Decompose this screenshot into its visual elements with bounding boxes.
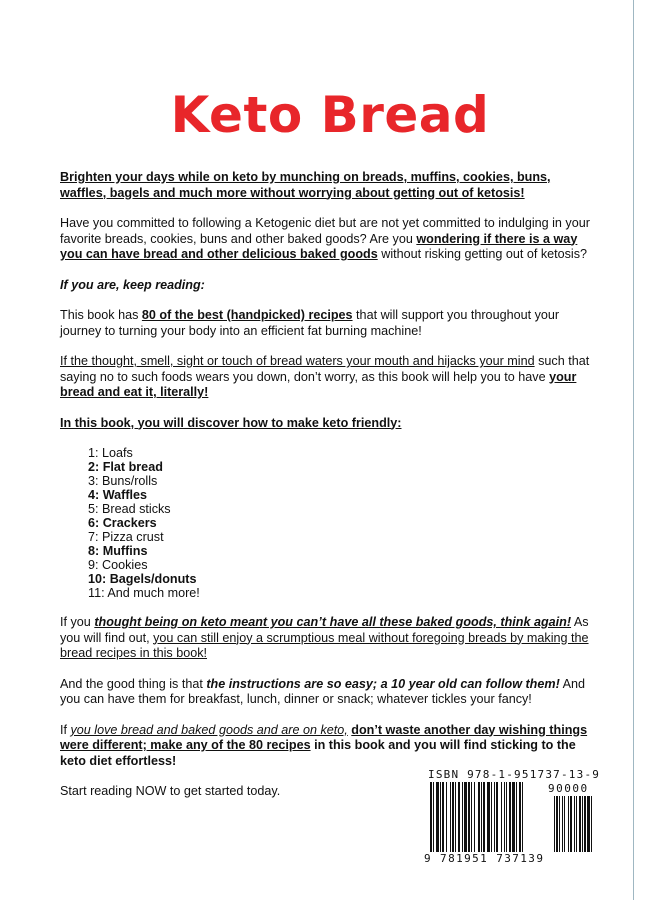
paragraph-2 bbox=[60, 216, 600, 263]
list-item: 11: And much more! bbox=[88, 586, 200, 600]
p5-text-d: you can still enjoy a scrumptious meal without foregoing breads by making the bread recipes in this book! bbox=[60, 630, 589, 660]
p4-text-a: If the thought, smell, sight or touch of bread waters your mouth and hijacks your mind bbox=[60, 354, 535, 368]
p7-text-e: in this book and you will find sticking to the keto diet effortless! bbox=[60, 738, 576, 768]
keep-reading-heading bbox=[60, 278, 600, 294]
keep-reading-text: If you are, keep reading: bbox=[60, 277, 205, 292]
p6-text-a: And the good thing is that bbox=[60, 676, 207, 691]
list-item: 7: Pizza crust bbox=[88, 530, 164, 544]
p3-text-a: This book has bbox=[60, 308, 142, 322]
list-item: 8: Muffins bbox=[88, 544, 148, 558]
p3-text-c: that will support you throughout your journey to turning your body into an efficient fat burning machine! bbox=[60, 308, 560, 338]
discover-heading bbox=[60, 416, 600, 432]
isbn-barcode bbox=[424, 768, 604, 898]
intro-bold-text: Brighten your days while on keto by munching on breads, muffins, cookies, buns, waffles, bagels and much more without worrying about getting out of ketosis! bbox=[60, 170, 551, 200]
ean-digits: 9 781951 737139 bbox=[424, 852, 545, 865]
price-code: 90000 bbox=[548, 782, 589, 795]
paragraph-6 bbox=[60, 677, 600, 708]
p6-text-c: And you can have them for breakfast, lunch, dinner or snack; whatever tickles your fancy! bbox=[60, 676, 585, 706]
list-item: 2: Flat bread bbox=[88, 460, 163, 474]
back-cover-text bbox=[60, 170, 600, 815]
p2-text-b: wondering if there is a way you can have bread and other delicious baked goods bbox=[60, 231, 578, 261]
discover-text: In this book, you will discover how to make keto friendly: bbox=[60, 415, 402, 430]
book-title: Keto Bread bbox=[170, 86, 490, 144]
closing-line: Start reading NOW to get started today. bbox=[60, 784, 281, 798]
p7-text-a: If bbox=[60, 722, 71, 737]
list-item: 5: Bread sticks bbox=[88, 502, 171, 516]
p4-text-c: your bread and eat it, literally! bbox=[60, 369, 577, 399]
p5-text-a: If you bbox=[60, 615, 95, 629]
paragraph-7 bbox=[60, 723, 600, 770]
recipe-category-list bbox=[88, 446, 600, 600]
p6-text-b: the instructions are so easy; a 10 year old can follow them! bbox=[206, 676, 560, 691]
p3-text-b: 80 of the best (handpicked) recipes bbox=[141, 308, 353, 322]
p2-text-c: without risking getting out of ketosis? bbox=[377, 247, 588, 261]
paragraph-3 bbox=[60, 308, 600, 339]
list-item: 9: Cookies bbox=[88, 558, 148, 572]
list-item: 1: Loafs bbox=[88, 446, 133, 460]
intro-paragraph bbox=[60, 170, 600, 201]
paragraph-4 bbox=[60, 354, 600, 401]
p4-text-b: such that saying no to such foods wears you down, don’t worry, as this book will help you to have bbox=[60, 354, 590, 384]
paragraph-5 bbox=[60, 615, 600, 662]
list-item: 6: Crackers bbox=[88, 516, 157, 530]
list-item: 10: Bagels/donuts bbox=[88, 572, 197, 586]
list-item: 4: Waffles bbox=[88, 488, 148, 502]
isbn-label: ISBN 978-1-951737-13-9 bbox=[428, 768, 601, 781]
barcode-bars bbox=[430, 782, 602, 854]
p7-text-b: you love bread and baked goods and are on keto, bbox=[70, 722, 348, 737]
p2-text-a: Have you committed to following a Ketogenic diet but are not yet committed to indulging in your favorite breads, cookies, buns and other baked goods? Are you bbox=[60, 216, 590, 246]
p5-text-b: thought being on keto meant you can’t have all these baked goods, think again! bbox=[94, 615, 572, 629]
list-item: 3: Buns/rolls bbox=[88, 474, 158, 488]
p5-text-c: As you will find out, bbox=[60, 615, 589, 645]
p7-text-d: don’t waste another day wishing things were different; make any of the 80 recipes bbox=[60, 722, 588, 752]
